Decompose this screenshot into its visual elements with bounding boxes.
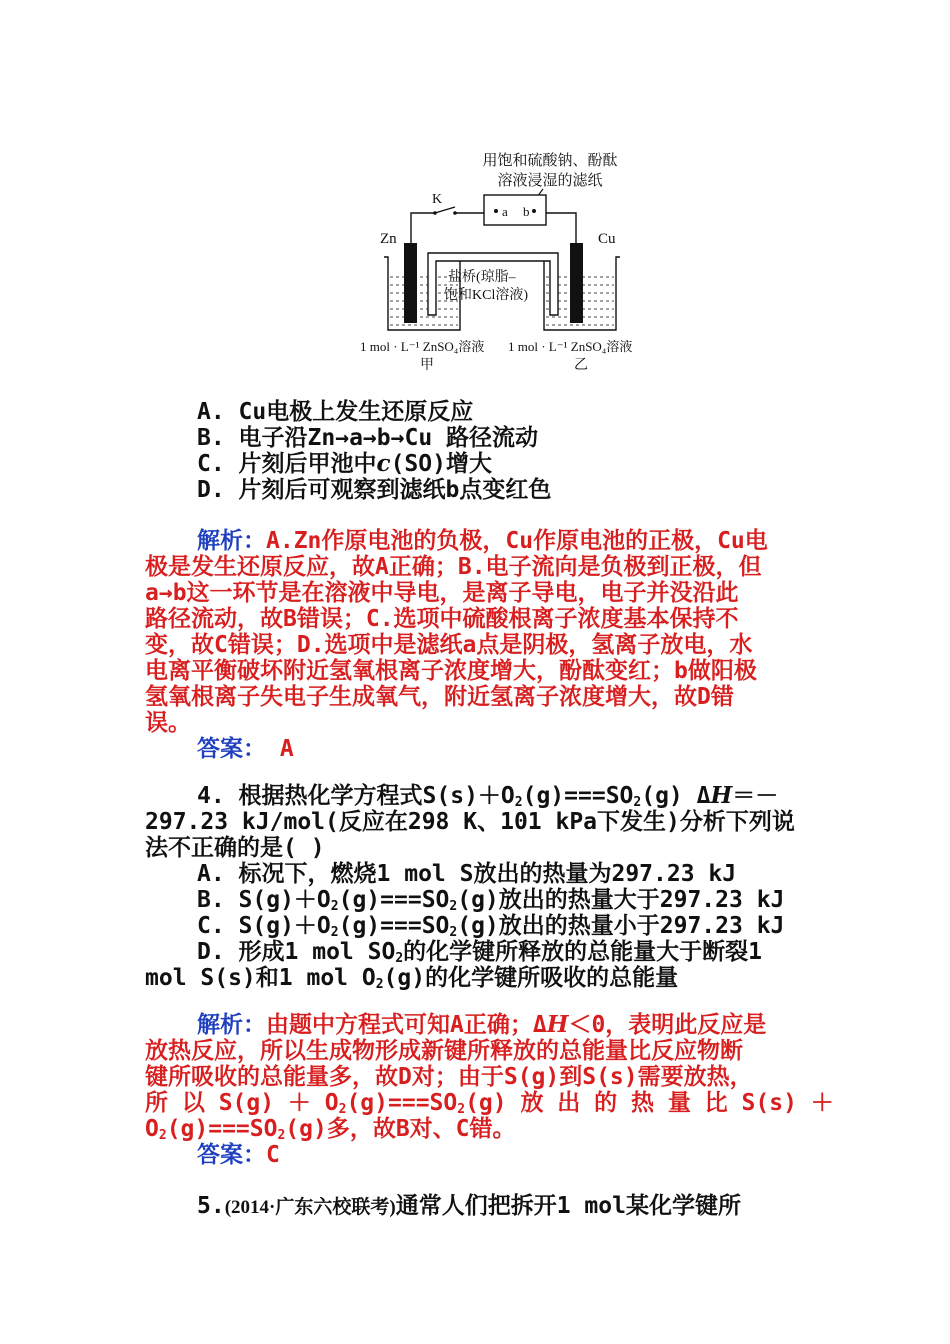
q4-answer-label: 答案： <box>197 1142 266 1168</box>
cu-electrode-label: Cu <box>598 231 616 247</box>
q3-analysis-line-8: 误。 <box>145 710 191 736</box>
left-solution-label: 1 mol · L⁻¹ ZnSO₄溶液 <box>360 339 485 354</box>
point-a-label: a <box>502 204 508 219</box>
cu-electrode <box>570 243 583 323</box>
q4-d2-sub: 2 <box>375 977 384 992</box>
q4-a4-a: 所 以 S(g) ＋ O <box>145 1090 339 1116</box>
q3-option-b: B. 电子沿Zn→a→b→Cu 路径流动 <box>197 425 539 451</box>
q3-option-c-italic: c <box>376 450 391 477</box>
q4-analysis-line-5 <box>145 1116 810 1142</box>
q4-answer-value: C <box>266 1142 280 1168</box>
filter-paper-label-2: 溶液浸湿的滤纸 <box>497 173 603 189</box>
galvanic-cell-diagram <box>340 145 660 375</box>
switch-k-label: K <box>432 192 443 207</box>
q4-d2-b: (g)的化学键所吸收的总能量 <box>383 965 679 991</box>
q3-analysis-line-6: 电离平衡破坏附近氢氧根离子浓度增大，酚酞变红；b做阳极 <box>145 658 757 684</box>
q5-text: 通常人们把拆开1 mol某化学键所 <box>395 1193 741 1219</box>
q4-option-c <box>145 913 810 939</box>
q4-a5-c: (g)多，故B对、C错。 <box>285 1116 516 1142</box>
q4-option-d-line-2 <box>145 965 810 991</box>
salt-bridge-label-1: 盐桥(琼脂– <box>448 270 516 285</box>
q5-stem <box>145 1193 810 1219</box>
q4-a4-c: (g) 放 出 的 热 量 比 S(s) ＋ <box>465 1090 834 1116</box>
q4-analysis-line-4 <box>145 1090 834 1117</box>
q3-analysis-line-3: a→b这一环节是在溶液中导电，是离子导电，电子并没沿此 <box>145 580 739 606</box>
q4-a5-b: (g)===SO <box>166 1116 278 1142</box>
q4-option-d <box>145 939 810 965</box>
q4-s1-h: H <box>710 782 733 809</box>
filter-paper-label-1: 用饱和硫酸钠、酚酞 <box>482 153 618 169</box>
q4-b-sub-1: 2 <box>330 899 339 914</box>
q4-s1-a: 4. 根据热化学方程式S(s)＋O <box>197 783 515 809</box>
q4-s1-d: ＝－ <box>732 783 779 809</box>
q4-analysis-label: 解析： <box>197 1012 266 1038</box>
q3-analysis-line-2: 极是发生还原反应，故A正确；B.电子流向是负极到正极，但 <box>145 554 762 580</box>
zn-electrode-label: Zn <box>380 231 397 247</box>
q4-option-b <box>145 887 810 913</box>
q4-s1-sub-1: 2 <box>514 795 523 810</box>
filter-paper <box>484 195 546 225</box>
q3-option-c <box>197 451 862 477</box>
q4-s1-c: (g) Δ <box>641 783 711 809</box>
zn-electrode <box>404 243 417 323</box>
left-cell-label: 甲 <box>420 358 434 373</box>
q4-a4-b: (g)===SO <box>346 1090 458 1116</box>
q3-answer-value: A <box>279 736 294 762</box>
point-b-label: b <box>523 204 530 219</box>
q3-analysis <box>145 528 810 762</box>
q4-analysis-line-2: 放热反应，所以生成物形成新键所释放的总能量比反应物断 <box>145 1038 743 1064</box>
q4-stem-line-3: 法不正确的是( ) <box>145 835 325 861</box>
q4-b-c: (g)放出的热量大于297.23 kJ <box>457 887 785 913</box>
q4-d2-a: mol S(s)和1 mol O <box>145 965 376 991</box>
q3-analysis-line-5: 变，故C错误；D.选项中是滤纸a点是阴极，氢离子放电，水 <box>145 632 753 658</box>
salt-bridge-label-2: 饱和KCl溶液) <box>444 288 528 303</box>
q4-option-a: A. 标况下，燃烧1 mol S放出的热量为297.23 kJ <box>197 861 737 887</box>
q3-analysis-label: 解析： <box>197 528 266 554</box>
q4-s1-sub-2: 2 <box>633 795 642 810</box>
q4-c-b: (g)===SO <box>338 913 450 939</box>
q4-stem-line-1 <box>145 783 810 809</box>
q4-a1-h: H <box>546 1011 569 1038</box>
q4-a4-sub-2: 2 <box>457 1102 466 1117</box>
q5-number: 5. <box>197 1193 225 1219</box>
q4-a5-sub-1: 2 <box>158 1128 167 1143</box>
q3-options <box>145 399 862 503</box>
q3-option-d: D. 片刻后可观察到滤纸b点变红色 <box>197 477 552 503</box>
q3-analysis-line-4: 路径流动，故B错误；C.选项中硫酸根离子浓度基本保持不 <box>145 606 739 632</box>
q3-analysis-line-1: A.Zn作原电池的负极，Cu作原电池的正极，Cu电 <box>266 528 768 554</box>
q4-analysis <box>145 1011 834 1168</box>
right-cell-label: 乙 <box>574 358 588 373</box>
q4-c-c: (g)放出的热量小于297.23 kJ <box>457 913 785 939</box>
q5-source: (2014·广东六校联考) <box>224 1197 396 1218</box>
q4-b-a: B. S(g)＋O <box>197 887 331 913</box>
q3-option-a: A. Cu电极上发生还原反应 <box>197 399 474 425</box>
q4-c-sub-2: 2 <box>449 925 458 940</box>
q3-option-c-pre: C. 片刻后甲池中 <box>197 451 377 477</box>
q4-a4-sub-1: 2 <box>338 1102 347 1117</box>
q4-c-sub-1: 2 <box>330 925 339 940</box>
q3-answer-label: 答案： <box>197 736 266 762</box>
q4-a5-a: O <box>145 1116 159 1142</box>
q4-d-sub: 2 <box>395 951 404 966</box>
q4-a1-a: 由题中方程式可知A正确；Δ <box>266 1012 547 1038</box>
q4-s1-b: (g)===SO <box>522 783 634 809</box>
q4-analysis-line-3: 键所吸收的总能量多，故D对；由于S(g)到S(s)需要放热， <box>145 1064 753 1090</box>
q4-d-a: D. 形成1 mol SO <box>197 939 396 965</box>
q3-analysis-line-7: 氢氧根离子失电子生成氧气，附近氢离子浓度增大，故D错 <box>145 684 734 710</box>
q3-option-c-post: (SO)增大 <box>390 451 492 477</box>
q4-c-a: C. S(g)＋O <box>197 913 331 939</box>
q4-stem <box>145 783 810 991</box>
q4-stem-line-2: 297.23 kJ/mol(反应在298 K、101 kPa下发生)分析下列说 <box>145 809 795 835</box>
q4-a1-b: ＜0，表明此反应是 <box>568 1012 767 1038</box>
q4-b-b: (g)===SO <box>338 887 450 913</box>
q4-b-sub-2: 2 <box>449 899 458 914</box>
q4-a5-sub-2: 2 <box>277 1128 286 1143</box>
right-solution-label: 1 mol · L⁻¹ ZnSO₄溶液 <box>508 339 633 354</box>
q4-d-b: 的化学键所释放的总能量大于断裂1 <box>403 939 763 965</box>
